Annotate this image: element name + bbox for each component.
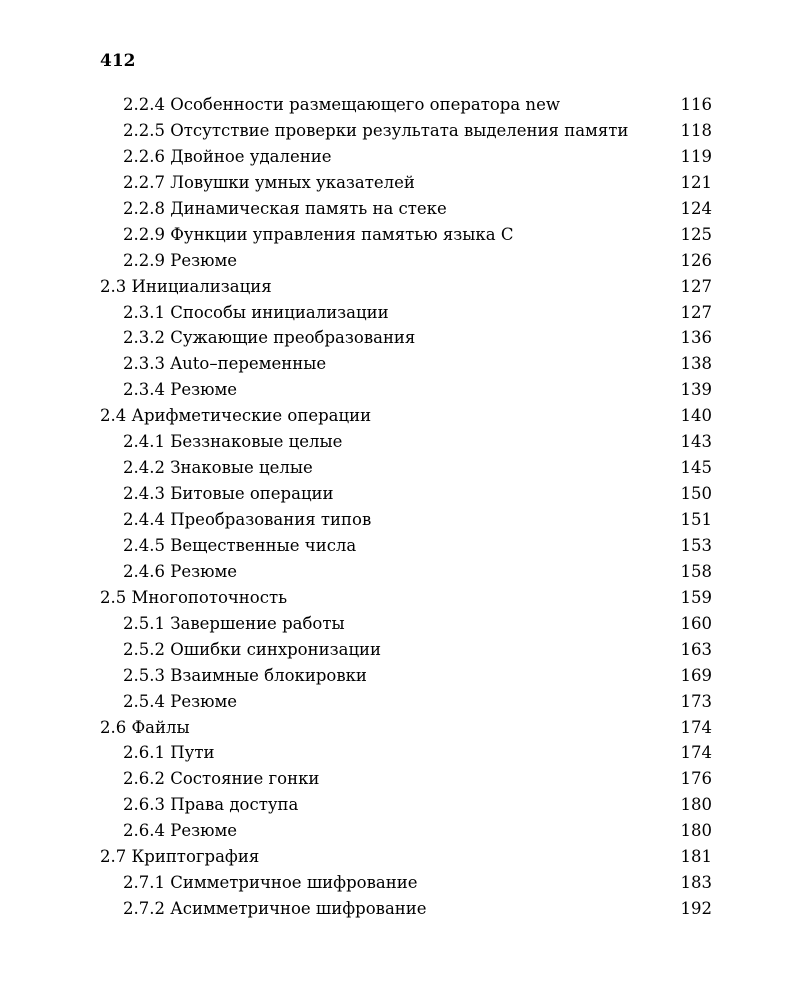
page-number: 412: [100, 51, 136, 71]
toc-subsection-entry: [100, 118, 712, 144]
toc-entry-title: 2.3.4 Резюме: [123, 380, 238, 400]
toc-entry-page-number: 163: [674, 637, 712, 663]
toc-entry-page-number: 173: [674, 689, 712, 715]
toc-entry-title: 2.5.2 Ошибки синхронизации: [123, 639, 382, 659]
toc-entry-title: 2.4.3 Битовые операции: [123, 484, 334, 504]
toc-subsection-entry: [100, 429, 712, 455]
toc-entry-title: 2.5.3 Взаимные блокировки: [123, 665, 367, 685]
toc-entry-page-number: 176: [674, 766, 712, 792]
toc-entry-title: 2.4.1 Беззнаковые целые: [123, 432, 343, 452]
toc-section-entry: [100, 844, 712, 870]
toc-entry-page-number: 140: [674, 403, 712, 429]
toc-subsection-entry: [100, 170, 712, 196]
toc-entry-page-number: 124: [674, 196, 712, 222]
toc-entry-title: 2.2.7 Ловушки умных указателей: [123, 172, 415, 192]
toc-entry-page-number: 127: [674, 274, 712, 300]
toc-entry-page-number: 138: [674, 351, 712, 377]
toc-entry-page-number: 181: [674, 844, 712, 870]
toc-subsection-entry: [100, 533, 712, 559]
toc-entry-title: 2.4.4 Преобразования типов: [123, 510, 372, 529]
toc-subsection-entry: [100, 637, 712, 663]
toc-entry-title: 2.3.3 Auto–переменные: [123, 354, 327, 374]
toc-subsection-entry: [100, 559, 712, 585]
toc-subsection-entry: [100, 248, 712, 274]
toc-entry-page-number: 139: [674, 377, 712, 403]
toc-entry-page-number: 150: [674, 481, 712, 507]
toc-subsection-entry: [100, 455, 712, 481]
toc-subsection-entry: [100, 689, 712, 715]
toc-subsection-entry: [100, 481, 712, 507]
toc-entry-title: 2.5.1 Завершение работы: [123, 613, 345, 633]
toc-entry-page-number: 136: [674, 325, 712, 351]
toc-entry-title: 2.5.4 Резюме: [123, 691, 238, 711]
toc-section-entry: [100, 403, 712, 429]
toc-entry-page-number: 126: [674, 248, 712, 274]
toc-entry-page-number: 127: [674, 300, 712, 326]
toc-subsection-entry: [100, 611, 712, 637]
toc-subsection-entry: [100, 144, 712, 170]
toc-entry-page-number: 145: [674, 455, 712, 481]
toc-entry-title: 2.6 Файлы: [100, 717, 190, 737]
toc-entry-title: 2.4.6 Резюме: [123, 561, 238, 581]
toc-entry-title: 2.6.1 Пути: [123, 743, 215, 763]
toc-section-entry: [100, 274, 712, 300]
toc-subsection-entry: [100, 663, 712, 689]
toc-entry-page-number: 143: [674, 429, 712, 455]
toc-entry-page-number: 118: [674, 118, 712, 144]
toc-subsection-entry: [100, 740, 712, 766]
toc-subsection-entry: [100, 351, 712, 377]
toc-entry-title: 2.2.4 Особенности размещающего оператора new: [123, 95, 560, 114]
toc-subsection-entry: [100, 792, 712, 818]
toc-entry-title: 2.3.2 Сужающие преобразования: [123, 328, 416, 348]
toc-entry-page-number: 153: [674, 533, 712, 559]
toc-entry-page-number: 125: [674, 222, 712, 248]
toc-entry-page-number: 174: [674, 740, 712, 766]
toc-entry-page-number: 158: [674, 559, 712, 585]
table-of-contents: [100, 92, 712, 922]
toc-entry-title: 2.5 Многопоточность: [100, 587, 288, 607]
toc-subsection-entry: [100, 300, 712, 326]
toc-subsection-entry: [100, 870, 712, 896]
toc-entry-page-number: 121: [674, 170, 712, 196]
toc-subsection-entry: [100, 896, 712, 922]
toc-entry-title: 2.2.6 Двойное удаление: [123, 146, 332, 166]
toc-entry-title: 2.3 Инициализация: [100, 276, 272, 296]
toc-entry-title: 2.2.9 Резюме: [123, 250, 238, 270]
toc-entry-page-number: 116: [674, 92, 712, 118]
toc-entry-title: 2.7 Криптография: [100, 847, 260, 867]
toc-entry-title: 2.3.1 Способы инициализации: [123, 302, 389, 322]
toc-entry-page-number: 160: [674, 611, 712, 637]
toc-subsection-entry: [100, 325, 712, 351]
toc-entry-title: 2.2.9 Функции управления памятью языка C: [123, 224, 514, 244]
toc-entry-title: 2.4.2 Знаковые целые: [123, 458, 313, 478]
toc-subsection-entry: [100, 222, 712, 248]
toc-entry-title: 2.7.2 Асимметричное шифрование: [123, 899, 427, 919]
toc-entry-title: 2.2.8 Динамическая память на стеке: [123, 198, 447, 218]
toc-subsection-entry: [100, 92, 712, 118]
toc-entry-page-number: 183: [674, 870, 712, 896]
toc-entry-page-number: 151: [674, 507, 712, 533]
toc-entry-title: 2.6.3 Права доступа: [123, 795, 299, 815]
toc-subsection-entry: [100, 377, 712, 403]
toc-subsection-entry: [100, 196, 712, 222]
toc-section-entry: [100, 715, 712, 741]
toc-entry-page-number: 192: [674, 896, 712, 922]
toc-section-entry: [100, 585, 712, 611]
toc-entry-title: 2.7.1 Симметричное шифрование: [123, 873, 418, 893]
toc-entry-page-number: 180: [674, 792, 712, 818]
toc-entry-page-number: 119: [674, 144, 712, 170]
toc-entry-page-number: 174: [674, 715, 712, 741]
toc-entry-page-number: 180: [674, 818, 712, 844]
toc-entry-title: 2.2.5 Отсутствие проверки результата выделения памяти: [123, 120, 629, 140]
toc-entry-title: 2.4 Арифметические операции: [100, 406, 372, 426]
toc-subsection-entry: [100, 818, 712, 844]
toc-entry-page-number: 169: [674, 663, 712, 689]
toc-subsection-entry: [100, 766, 712, 792]
toc-subsection-entry: [100, 507, 712, 533]
toc-entry-title: 2.4.5 Вещественные числа: [123, 535, 357, 555]
toc-entry-page-number: 159: [674, 585, 712, 611]
toc-entry-title: 2.6.2 Состояние гонки: [123, 769, 320, 789]
toc-entry-title: 2.6.4 Резюме: [123, 821, 238, 841]
